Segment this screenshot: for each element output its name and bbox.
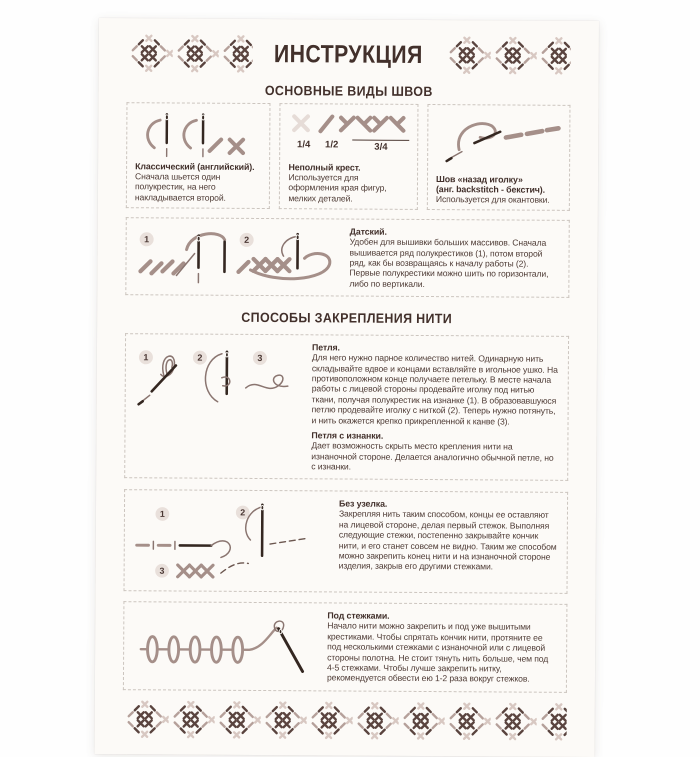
classic-stitch-text: Сначала шьется один полукрестик, на него накладывается второй. (135, 171, 262, 203)
loop-front-text: Для него нужно парное количество нитей. Одинарную нить складывайте вдвое и концами вставляйте в игольное ушко. На противоположном конце получаете петельку. В месте начала работы с лицевой стороны продевайте иголку под нитью ткани, получая полукрестик на изнанке (1). В образовавшуюся петлю продевайте иголку с ниткой (2). Теперь нужно потянуть, и нить окажется крепко прикрепленной к канве (3). (312, 353, 558, 427)
classic-stitch-title: Классический (английский). (135, 161, 261, 172)
svg-text:2: 2 (240, 508, 245, 518)
backstitch-subtitle: (анг. backstitch - бекстич). (436, 184, 561, 195)
fraction-quarter: 1/4 (289, 139, 319, 150)
partial-cross-title: Неполный крест. (288, 162, 409, 173)
under-stitches-box (123, 601, 568, 692)
fraction-half: 1/2 (319, 139, 345, 150)
cross-stitch-motif-icon (444, 36, 490, 74)
svg-text:2: 2 (244, 235, 249, 245)
bottom-border-pattern (123, 700, 567, 741)
under-stitches-text: Начало нити можно закрепить и под уже вышитыми крестиками. Чтобы спрятать кончик нити, протяните ее под несколькими стежками с изнаночной или с лицевой стороны полотна. Не стоит тянуть нить больше, чем под 4-5 стежками. Чтобы лучше закрепить нитку, рекомендуется обвести ею 1-2 раза вокруг стежков. (327, 621, 556, 685)
danish-stitch-textblock (349, 227, 558, 290)
partial-cross-illustration (289, 110, 407, 139)
cross-stitch-motif-icon (261, 701, 307, 739)
cross-stitch-motif-icon (127, 34, 173, 72)
instruction-sheet (95, 18, 599, 757)
cross-stitch-motif-icon (219, 35, 254, 73)
svg-text:3: 3 (160, 566, 165, 576)
classic-stitch-illustration (135, 109, 260, 162)
svg-text:2: 2 (197, 353, 202, 363)
danish-stitch-text: Удобен для вышивки больших массивов. Сначала вышивается ряд полукрестиков (1), потом второй ряд, как бы возвращаясь к началу работы (2). Первые полукрестики можно шить по горизонтали, либо по вертикали. (349, 237, 558, 290)
backstitch-text: Используется для окантовки. (436, 194, 561, 205)
cross-stitch-motif-icon (536, 37, 571, 75)
svg-text:1: 1 (160, 509, 165, 519)
cross-stitch-motif-icon (491, 702, 537, 740)
no-knot-box (123, 489, 568, 594)
title-row (127, 34, 571, 75)
cross-stitch-motif-icon (307, 701, 353, 739)
cross-stitch-motif-icon (169, 700, 215, 738)
partial-cross-text: Используется для оформления края фигур, мелких деталей. (288, 172, 409, 204)
cross-stitch-motif-icon (123, 700, 169, 738)
loop-reverse-paragraph (311, 430, 557, 473)
cross-stitch-motif-icon (490, 36, 536, 74)
svg-text:3: 3 (257, 353, 262, 363)
fraction-three-quarter: 3/4 (353, 140, 410, 153)
backstitch-title: Шов «назад иголку» (436, 174, 561, 185)
backstitch-box (427, 104, 571, 211)
svg-text:1: 1 (143, 353, 148, 363)
cross-stitch-motif-icon (537, 702, 567, 740)
cross-stitch-motif-icon (399, 702, 445, 740)
top-border-pattern-left (127, 34, 254, 73)
loop-front-paragraph (312, 343, 559, 427)
loop-method-illustration (134, 345, 302, 412)
classic-stitch-box (126, 102, 271, 209)
no-knot-title: Без узелка. (339, 499, 557, 510)
page-title: ИНСТРУКЦИЯ (261, 39, 436, 69)
danish-stitch-illustration (134, 225, 339, 288)
under-stitches-title: Под стежками. (327, 611, 556, 622)
cross-stitch-motif-icon (353, 701, 399, 739)
section-heading-thread-securing: СПОСОБЫ ЗАКРЕПЛЕНИЯ НИТИ (125, 309, 569, 327)
loop-method-box (124, 333, 569, 481)
under-stitches-illustration (132, 614, 317, 679)
loop-reverse-title: Петля с изнанки. (311, 430, 557, 442)
danish-stitch-box (125, 217, 569, 298)
partial-cross-box (279, 103, 418, 210)
svg-text:1: 1 (144, 235, 149, 245)
danish-stitch-title: Датский. (350, 227, 559, 238)
cross-stitch-motif-icon (173, 34, 219, 72)
under-stitches-textblock (327, 611, 556, 685)
top-border-pattern-right (444, 36, 571, 75)
cross-stitch-motif-icon (445, 702, 491, 740)
no-knot-text: Закрепляя нить таким способом, концы ее оставляют на лицевой стороне, делая первый стежок. Выполняя следующие стежки, постепенно закрывайте кончик нити, и его станет совсем не видно. Таким же способом можно закрепить конец нити и на изнаночной стороне изделия, закрыв его другими стежками. (339, 509, 557, 573)
no-knot-textblock (339, 499, 558, 586)
loop-front-title: Петля. (312, 343, 558, 355)
cross-stitch-motif-icon (215, 700, 261, 738)
section-heading-stitch-types: ОСНОВНЫЕ ВИДЫ ШВОВ (127, 82, 571, 100)
loop-method-textblock (311, 343, 558, 474)
loop-reverse-text: Дает возможность скрыть место крепления нити на изнаночной стороне. Делается аналогично обычной петле, но с изнанки. (311, 440, 557, 473)
fraction-labels (289, 139, 410, 153)
stitch-type-boxes (126, 102, 571, 211)
backstitch-illustration (436, 111, 561, 166)
no-knot-illustration (133, 500, 330, 585)
